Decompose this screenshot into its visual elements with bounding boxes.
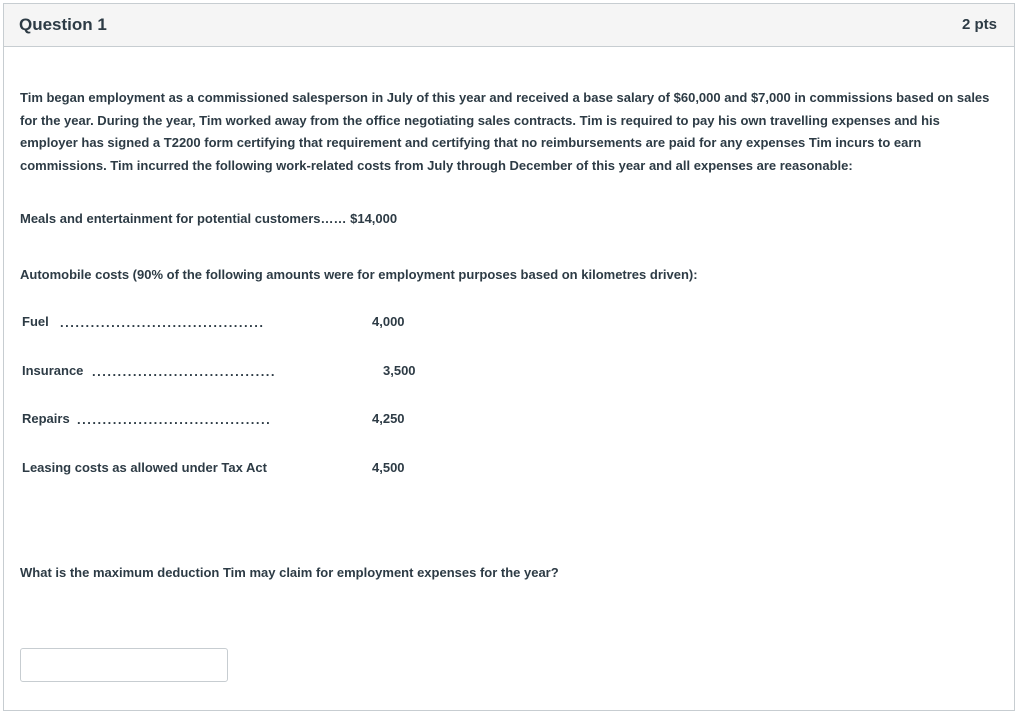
question-prompt: What is the maximum deduction Tim may claim for employment expenses for the year? <box>20 565 559 580</box>
automobile-heading: Automobile costs (90% of the following amounts were for employment purposes based on kilometres driven): <box>20 267 698 282</box>
auto-item-label-insurance: Insurance <box>22 363 84 378</box>
auto-item-label-repairs: Repairs <box>22 411 70 426</box>
question-header <box>4 4 1014 47</box>
question-title: Question 1 <box>19 15 107 34</box>
answer-input[interactable] <box>20 648 228 682</box>
dot-leader: ........................................ <box>60 315 265 330</box>
auto-item-value-leasing: 4,500 <box>372 460 405 475</box>
question-paragraph: Tim began employment as a commissioned salesperson in July of this year and received a base salary of $60,000 and $7,000 in commissions based on sales for the year. During the year, Tim worked away from the office negotiating sales contracts. Tim is required to pay his own travelling expenses and his employer has signed a T2200 form certifying that requirement and certifying that no reimbursements are paid for any expenses Tim incurs to earn commissions. Tim incurred the following work-related costs from July through December of this year and all expenses are reasonable: <box>20 90 990 173</box>
auto-item-value-repairs: 4,250 <box>372 411 405 426</box>
auto-item-label-fuel: Fuel <box>22 314 49 329</box>
question-card <box>3 3 1015 711</box>
auto-item-label-leasing: Leasing costs as allowed under Tax Act <box>22 460 267 475</box>
dot-leader: .................................... <box>92 364 277 379</box>
meals-line: Meals and entertainment for potential customers…… $14,000 <box>20 211 398 226</box>
question-points: 2 pts <box>961 16 997 33</box>
auto-item-value-fuel: 4,000 <box>372 314 405 329</box>
auto-item-value-insurance: 3,500 <box>383 363 416 378</box>
dot-leader: ...................................... <box>77 412 272 427</box>
